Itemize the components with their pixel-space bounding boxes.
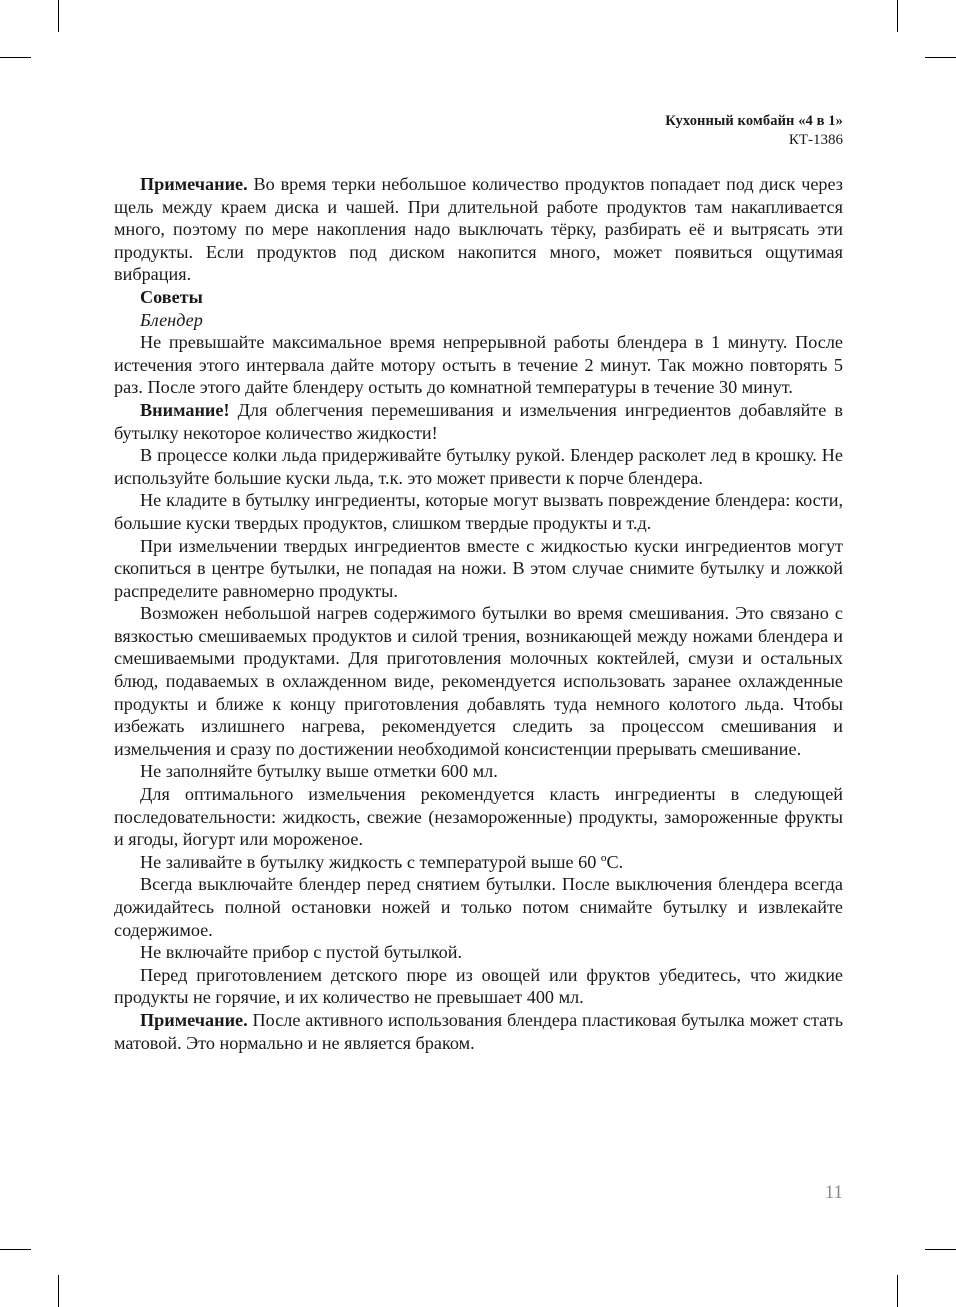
section-heading-tips: Советы bbox=[140, 286, 203, 307]
warning-label: Внимание! bbox=[140, 399, 230, 420]
crop-mark-bottom-left-horizontal bbox=[0, 1249, 31, 1250]
paragraph-max-fill: Не заполняйте бутылку выше отметки 600 мл. bbox=[140, 761, 498, 782]
crop-mark-top-left-horizontal bbox=[0, 57, 31, 58]
note-label: Примечание. bbox=[140, 174, 248, 194]
paragraph-note-grater bbox=[114, 173, 843, 286]
paragraph-center-buildup: При измельчении твердых ингредиентов вместе с жидкостью куски ингредиентов могут скопиться в центре бутылки, не попадая на ножи. В этом случае снимите бутылку и ложкой распределите равномерно продукты. bbox=[114, 535, 843, 601]
crop-mark-bottom-right-vertical bbox=[897, 1275, 898, 1307]
note-label-2: Примечание. bbox=[140, 1009, 248, 1030]
crop-mark-top-left-vertical bbox=[58, 0, 59, 32]
paragraph-temperature-limit: Не заливайте в бутылку жидкость с температурой выше 60 ºC. bbox=[140, 851, 624, 872]
paragraph-ingredient-order: Для оптимального измельчения рекомендуется класть ингредиенты в следующей последовательности: жидкость, свежие (незамороженные) продукты, замороженные фрукты и ягоды, йогурт или мороженое. bbox=[114, 784, 843, 850]
note-text-2: После активного использования блендера пластиковая бутылка может стать матовой. Это нормально и не является браком. bbox=[114, 1009, 843, 1053]
crop-mark-bottom-left-vertical bbox=[58, 1275, 59, 1307]
page-number: 11 bbox=[824, 1182, 843, 1203]
note-text: Во время терки небольшое количество продуктов попадает под диск через щель между краем диска и чашей. При длительной работе продуктов там накапливается много, поэтому по мере накопления надо выключать тёрку, разбирать её и вытрясать эти продукты. Если продуктов под диском накопится много, может появиться ощутимая вибрация. bbox=[114, 174, 843, 285]
paragraph-switch-off: Всегда выключайте блендер перед снятием бутылки. После выключения блендера всегда дожидайтесь полной остановки ножей и только потом снимайте бутылку и извлекайте содержимое. bbox=[114, 874, 843, 940]
paragraph-empty-bottle: Не включайте прибор с пустой бутылкой. bbox=[140, 942, 463, 963]
crop-mark-top-right-horizontal bbox=[925, 57, 956, 58]
paragraph-heating: Возможен небольшой нагрев содержимого бутылки во время смешивания. Это связано с вязкостью смешиваемых продуктов и силой трения, возникающей между ножами блендера и смешиваемыми продуктами. Для приготовления молочных коктейлей, смузи и остальных блюд, подаваемых в охлажденном виде, рекомендуется использовать заранее охлажденные продукты и ближе к концу приготовления добавлять туда немного колотого льда. Чтобы избежать излишнего нагрева, рекомендуется следить за процессом смешивания и измельчения и сразу по достижении необходимой консистенции прерывать смешивание. bbox=[114, 603, 843, 759]
paragraph-hard-items: Не кладите в бутылку ингредиенты, которые могут вызвать повреждение блендера: кости, большие куски твердых продуктов, слишком твердые продукты и т.д. bbox=[114, 490, 843, 533]
model-number: КТ-1386 bbox=[788, 132, 843, 148]
subsection-heading-blender: Блендер bbox=[140, 309, 203, 330]
crop-mark-bottom-right-horizontal bbox=[925, 1249, 956, 1250]
running-head bbox=[114, 112, 843, 150]
page-body bbox=[114, 173, 843, 1054]
product-name: Кухонный комбайн «4 в 1» bbox=[665, 113, 843, 129]
warning-text: Для облегчения перемешивания и измельчения ингредиентов добавляйте в бутылку некоторое количество жидкости! bbox=[114, 399, 843, 443]
paragraph-ice: В процессе колки льда придерживайте бутылку рукой. Блендер расколет лед в крошку. Не используйте большие куски льда, т.к. это может привести к порче блендера. bbox=[114, 445, 843, 488]
paragraph-baby-puree: Перед приготовлением детского пюре из овощей или фруктов убедитесь, что жидкие продукты не горячие, и их количество не превышает 400 мл. bbox=[114, 964, 843, 1008]
paragraph-warning-liquid bbox=[114, 399, 843, 444]
paragraph-runtime: Не превышайте максимальное время непрерывной работы блендера в 1 минуту. После истечения этого интервала дайте мотору остыть в течение 2 минут. Так можно повторять 5 раз. После этого дайте блендеру остыть до комнатной температуры в течение 30 минут. bbox=[114, 332, 843, 398]
paragraph-note-matte bbox=[114, 1009, 843, 1054]
crop-mark-top-right-vertical bbox=[897, 0, 898, 32]
